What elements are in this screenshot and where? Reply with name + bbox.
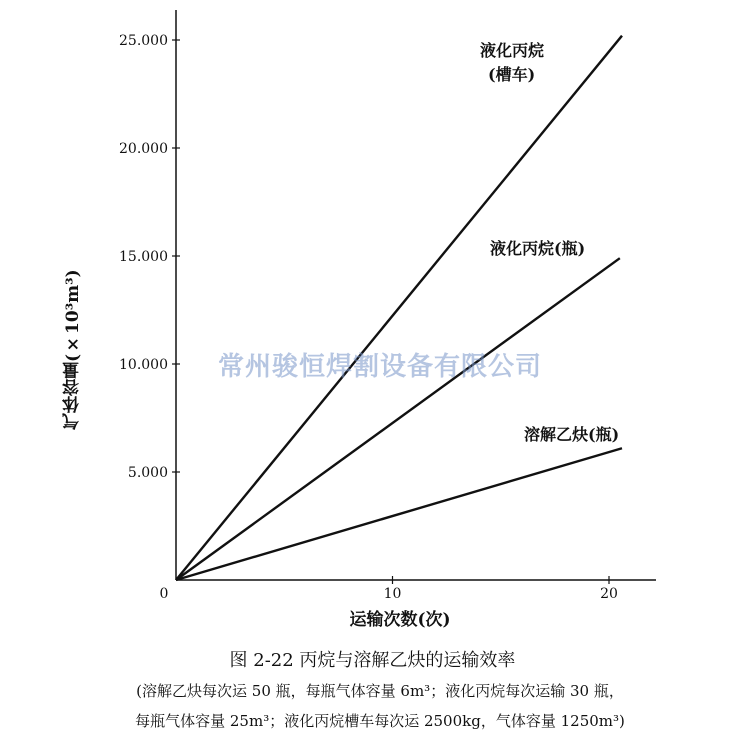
- figure-caption: 图 2-22 丙烷与溶解乙炔的运输效率: [229, 650, 516, 671]
- y-tick-label: 15.000: [119, 249, 168, 265]
- chart-series: [176, 36, 622, 580]
- series-line-propane-tanker: [176, 36, 622, 580]
- series-label-acetylene-bottle: 溶解乙炔(瓶): [524, 425, 620, 444]
- y-tick-label: 20.000: [119, 141, 168, 157]
- y-tick-label: 25.000: [119, 33, 168, 49]
- chart-axes: [176, 10, 656, 580]
- series-label-propane-bottle: 液化丙烷(瓶): [490, 239, 586, 258]
- figure-note-line-2: 每瓶气体容量 25m³；液化丙烷槽车每次运 2500kg，气体容量 1250m³): [135, 712, 625, 730]
- y-tick-label: 10.000: [119, 357, 168, 373]
- figure-note-line-1: (溶解乙炔每次运 50 瓶，每瓶气体容量 6m³；液化丙烷每次运输 30 瓶，: [136, 682, 624, 700]
- y-tick-label: 5.000: [127, 465, 168, 481]
- x-tick-label: 10: [383, 586, 402, 602]
- x-tick-label: 20: [600, 586, 618, 602]
- x-axis-label: 运输次数(次): [349, 610, 451, 630]
- series-line-acetylene-bottle: [176, 448, 622, 580]
- x-tick-label: 0: [159, 586, 169, 602]
- y-axis-label: 气体容量(×10³m³): [63, 269, 83, 431]
- series-line-propane-bottle: [176, 258, 620, 580]
- watermark: 常州骏恒焊割设备有限公司: [217, 352, 542, 382]
- chart-ticks: [119, 33, 618, 602]
- series-label-propane-tanker-sub: (槽车): [488, 65, 536, 84]
- series-label-propane-tanker: 液化丙烷: [480, 41, 545, 60]
